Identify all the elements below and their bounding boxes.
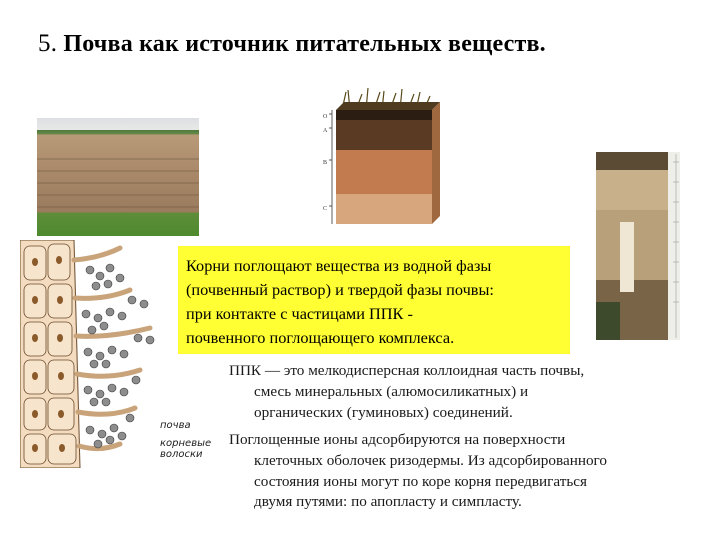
label-soil: почва <box>160 420 191 431</box>
para-line: смесь минеральных (алюмосиликатных) и <box>254 382 529 400</box>
horizon-label-c: C <box>323 206 328 212</box>
note-line: при контакте с частицами ППК - <box>186 304 413 323</box>
label-root-hairs-1: корневые <box>160 438 212 449</box>
field-photo <box>37 118 199 236</box>
note-line: (почвенный раствор) и твердой фазы почвы: <box>186 280 494 299</box>
slide-title <box>38 30 546 58</box>
note-line: почвенного поглощающего комплекса. <box>186 328 455 347</box>
horizon-label-b: B <box>323 160 328 166</box>
soil-block-diagram <box>322 88 442 233</box>
note-line: Корни поглощают вещества из водной фазы <box>186 256 492 275</box>
para-line: ППК — это мелкодисперсная коллоидная часть почвы, <box>229 362 585 379</box>
paragraph-ppk-definition <box>229 361 584 423</box>
highlight-note <box>178 246 570 354</box>
horizon-label-o: O <box>323 114 328 120</box>
title-number: 5. <box>38 30 58 57</box>
para-line: органических (гуминовых) соединений. <box>254 403 513 421</box>
label-root-hairs-2: волоски <box>160 449 203 460</box>
para-line: состояния ионы могут по коре корня передвигаться <box>254 472 587 490</box>
para-line: Поглощенные ионы адсорбируются на поверхности <box>229 431 566 448</box>
horizon-label-a: A <box>323 128 328 134</box>
para-line: двумя путями: по апопласту и симпласту. <box>254 493 522 511</box>
paragraph-ion-adsorption <box>229 430 607 513</box>
title-text: Почва как источник питательных веществ. <box>63 31 546 57</box>
para-line: клеточных оболочек ризодермы. Из адсорбированного <box>254 451 607 469</box>
soil-profile-photo <box>596 152 680 340</box>
